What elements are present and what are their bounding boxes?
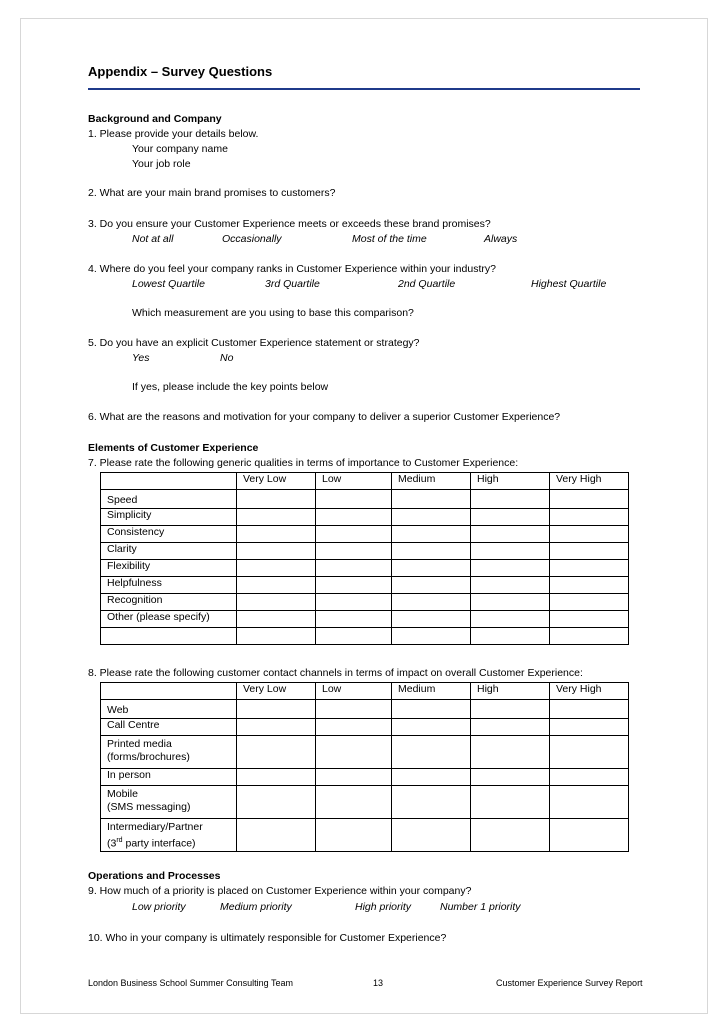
rating-cell[interactable] [550, 509, 629, 526]
rating-cell[interactable] [316, 526, 392, 543]
page-number: 13 [373, 978, 384, 988]
row-label: Clarity [101, 543, 237, 560]
q9-option[interactable]: High priority [355, 901, 412, 913]
rating-cell[interactable] [316, 819, 392, 852]
rating-cell[interactable] [392, 560, 471, 577]
rating-cell[interactable] [316, 560, 392, 577]
rating-cell[interactable] [316, 786, 392, 819]
rating-cell[interactable] [316, 611, 392, 628]
page-title: Appendix – Survey Questions [88, 64, 273, 79]
rating-cell[interactable] [392, 526, 471, 543]
q8-rating-table [100, 682, 629, 852]
rating-cell[interactable] [550, 543, 629, 560]
row-label: Recognition [101, 594, 237, 611]
row-label-line: Intermediary/Partner [107, 821, 203, 833]
rating-cell[interactable] [471, 700, 550, 719]
table-row [101, 509, 629, 526]
row-label-line: (forms/brochures) [107, 751, 190, 763]
table-row [101, 736, 629, 769]
rating-cell[interactable] [316, 719, 392, 736]
q1-item-company: Your company name [132, 143, 228, 155]
rating-cell[interactable] [392, 490, 471, 509]
row-label: Helpfulness [101, 577, 237, 594]
rating-cell[interactable] [392, 700, 471, 719]
row-label-line: (SMS messaging) [107, 801, 191, 813]
q4-option[interactable]: 2nd Quartile [398, 278, 456, 290]
row-label [101, 769, 237, 786]
rating-cell[interactable] [471, 594, 550, 611]
rating-cell[interactable] [237, 509, 316, 526]
table-row [101, 543, 629, 560]
rating-cell[interactable] [392, 769, 471, 786]
rating-cell[interactable] [471, 509, 550, 526]
row-label: Flexibility [101, 560, 237, 577]
table-header-row [101, 683, 629, 700]
column-header: Medium [392, 683, 471, 700]
rating-cell[interactable] [237, 628, 316, 645]
rating-cell[interactable] [471, 526, 550, 543]
table-row [101, 719, 629, 736]
row-label-line: (3 [107, 837, 117, 850]
rating-cell[interactable] [237, 577, 316, 594]
table-row [101, 594, 629, 611]
rating-cell[interactable] [237, 490, 316, 509]
rating-cell[interactable] [550, 628, 629, 645]
rating-cell[interactable] [237, 526, 316, 543]
table-row [101, 628, 629, 645]
column-header: Very Low [237, 683, 316, 700]
rating-cell[interactable] [471, 769, 550, 786]
rating-cell[interactable] [392, 819, 471, 852]
rating-cell[interactable] [471, 543, 550, 560]
q4-followup: Which measurement are you using to base this comparison? [132, 307, 414, 319]
rating-cell[interactable] [392, 577, 471, 594]
rating-cell[interactable] [316, 543, 392, 560]
rating-cell[interactable] [316, 736, 392, 769]
rating-cell[interactable] [471, 577, 550, 594]
question-9: 9. How much of a priority is placed on Customer Experience within your company? [88, 885, 472, 897]
footer-right: Customer Experience Survey Report [496, 978, 643, 988]
column-header: Very Low [237, 473, 316, 490]
question-2: 2. What are your main brand promises to customers? [88, 187, 336, 199]
row-label-line: In person [107, 769, 151, 781]
q3-option[interactable]: Occasionally [222, 233, 282, 245]
question-5: 5. Do you have an explicit Customer Experience statement or strategy? [88, 337, 420, 349]
question-6: 6. What are the reasons and motivation for your company to deliver a superior Customer Experience? [88, 411, 561, 423]
section-heading-elements: Elements of Customer Experience [88, 442, 259, 454]
q5-option[interactable]: No [220, 352, 234, 364]
q1-item-role: Your job role [132, 158, 191, 170]
row-label-line: Web [107, 704, 129, 716]
table-corner-cell [101, 683, 237, 700]
row-label [101, 819, 237, 852]
table-row [101, 490, 629, 509]
question-10: 10. Who in your company is ultimately responsible for Customer Experience? [88, 932, 447, 944]
q7-rating-table [100, 472, 629, 645]
column-header: Very High [550, 683, 629, 700]
row-label: Speed [101, 490, 237, 509]
ordinal-suffix: rd [116, 837, 123, 844]
q3-option[interactable]: Not at all [132, 233, 174, 245]
rating-cell[interactable] [392, 628, 471, 645]
row-label-line: Mobile [107, 788, 138, 800]
footer-left: London Business School Summer Consulting Team [88, 978, 293, 988]
rating-cell[interactable] [471, 560, 550, 577]
row-label: Simplicity [101, 509, 237, 526]
rating-cell[interactable] [471, 786, 550, 819]
row-label: Other (please specify) [101, 611, 237, 628]
rating-cell[interactable] [237, 560, 316, 577]
q9-option[interactable]: Medium priority [220, 901, 292, 913]
q9-option[interactable]: Low priority [132, 901, 186, 913]
column-header: High [471, 683, 550, 700]
rating-cell[interactable] [550, 594, 629, 611]
q4-option[interactable]: Lowest Quartile [132, 278, 205, 290]
table-corner-cell [101, 473, 237, 490]
rating-cell[interactable] [392, 719, 471, 736]
rating-cell[interactable] [392, 611, 471, 628]
rating-cell[interactable] [316, 769, 392, 786]
rating-cell[interactable] [550, 819, 629, 852]
other-specify-input[interactable] [101, 628, 237, 645]
rating-cell[interactable] [316, 700, 392, 719]
rating-cell[interactable] [471, 719, 550, 736]
q5-option[interactable]: Yes [132, 352, 150, 364]
rating-cell[interactable] [316, 509, 392, 526]
table-row [101, 577, 629, 594]
rating-cell[interactable] [392, 509, 471, 526]
rating-cell[interactable] [471, 628, 550, 645]
rating-cell[interactable] [316, 490, 392, 509]
rating-cell[interactable] [237, 611, 316, 628]
table-row [101, 786, 629, 819]
q5-followup: If yes, please include the key points below [132, 381, 329, 393]
column-header: Medium [392, 473, 471, 490]
rating-cell[interactable] [550, 577, 629, 594]
row-label-line: party interface) [122, 837, 196, 850]
rating-cell[interactable] [550, 769, 629, 786]
rating-cell[interactable] [237, 786, 316, 819]
question-7: 7. Please rate the following generic qualities in terms of importance to Customer Experience: [88, 457, 519, 469]
question-3: 3. Do you ensure your Customer Experience meets or exceeds these brand promises? [88, 218, 491, 230]
section-heading-background: Background and Company [88, 113, 222, 125]
rating-cell[interactable] [237, 736, 316, 769]
row-label [101, 700, 237, 719]
column-header: Very High [550, 473, 629, 490]
column-header: High [471, 473, 550, 490]
row-label-line: Call Centre [107, 719, 160, 731]
q3-option[interactable]: Always [484, 233, 518, 245]
rating-cell[interactable] [237, 700, 316, 719]
question-4: 4. Where do you feel your company ranks in Customer Experience within your industry? [88, 263, 496, 275]
rating-cell[interactable] [550, 560, 629, 577]
rating-cell[interactable] [316, 577, 392, 594]
rating-cell[interactable] [392, 786, 471, 819]
rating-cell[interactable] [392, 543, 471, 560]
table-row [101, 700, 629, 719]
row-label-line: Printed media [107, 738, 172, 750]
rating-cell[interactable] [550, 719, 629, 736]
rating-cell[interactable] [237, 719, 316, 736]
question-1: 1. Please provide your details below. [88, 128, 259, 140]
rating-cell[interactable] [550, 786, 629, 819]
rating-cell[interactable] [550, 700, 629, 719]
row-label [101, 736, 237, 769]
rating-cell[interactable] [550, 736, 629, 769]
rating-cell[interactable] [471, 819, 550, 852]
rating-cell[interactable] [550, 611, 629, 628]
section-heading-operations: Operations and Processes [88, 870, 221, 882]
table-row [101, 526, 629, 543]
rating-cell[interactable] [237, 769, 316, 786]
q4-option[interactable]: Highest Quartile [531, 278, 607, 290]
rating-cell[interactable] [237, 594, 316, 611]
rating-cell[interactable] [237, 543, 316, 560]
q4-option[interactable]: 3rd Quartile [265, 278, 320, 290]
rating-cell[interactable] [471, 736, 550, 769]
rating-cell[interactable] [550, 490, 629, 509]
q9-option[interactable]: Number 1 priority [440, 901, 521, 913]
rating-cell[interactable] [392, 736, 471, 769]
question-8: 8. Please rate the following customer contact channels in terms of impact on overall Customer Experience: [88, 667, 583, 679]
column-header: Low [316, 683, 392, 700]
q3-option[interactable]: Most of the time [352, 233, 427, 245]
rating-cell[interactable] [471, 611, 550, 628]
table-row [101, 819, 629, 852]
rating-cell[interactable] [316, 594, 392, 611]
table-row [101, 611, 629, 628]
rating-cell[interactable] [392, 594, 471, 611]
row-label: Consistency [101, 526, 237, 543]
table-row [101, 560, 629, 577]
rating-cell[interactable] [316, 628, 392, 645]
rating-cell[interactable] [550, 526, 629, 543]
rating-cell[interactable] [471, 490, 550, 509]
title-rule [88, 88, 640, 90]
table-row [101, 769, 629, 786]
table-header-row [101, 473, 629, 490]
row-label [101, 719, 237, 736]
column-header: Low [316, 473, 392, 490]
rating-cell[interactable] [237, 819, 316, 852]
row-label [101, 786, 237, 819]
